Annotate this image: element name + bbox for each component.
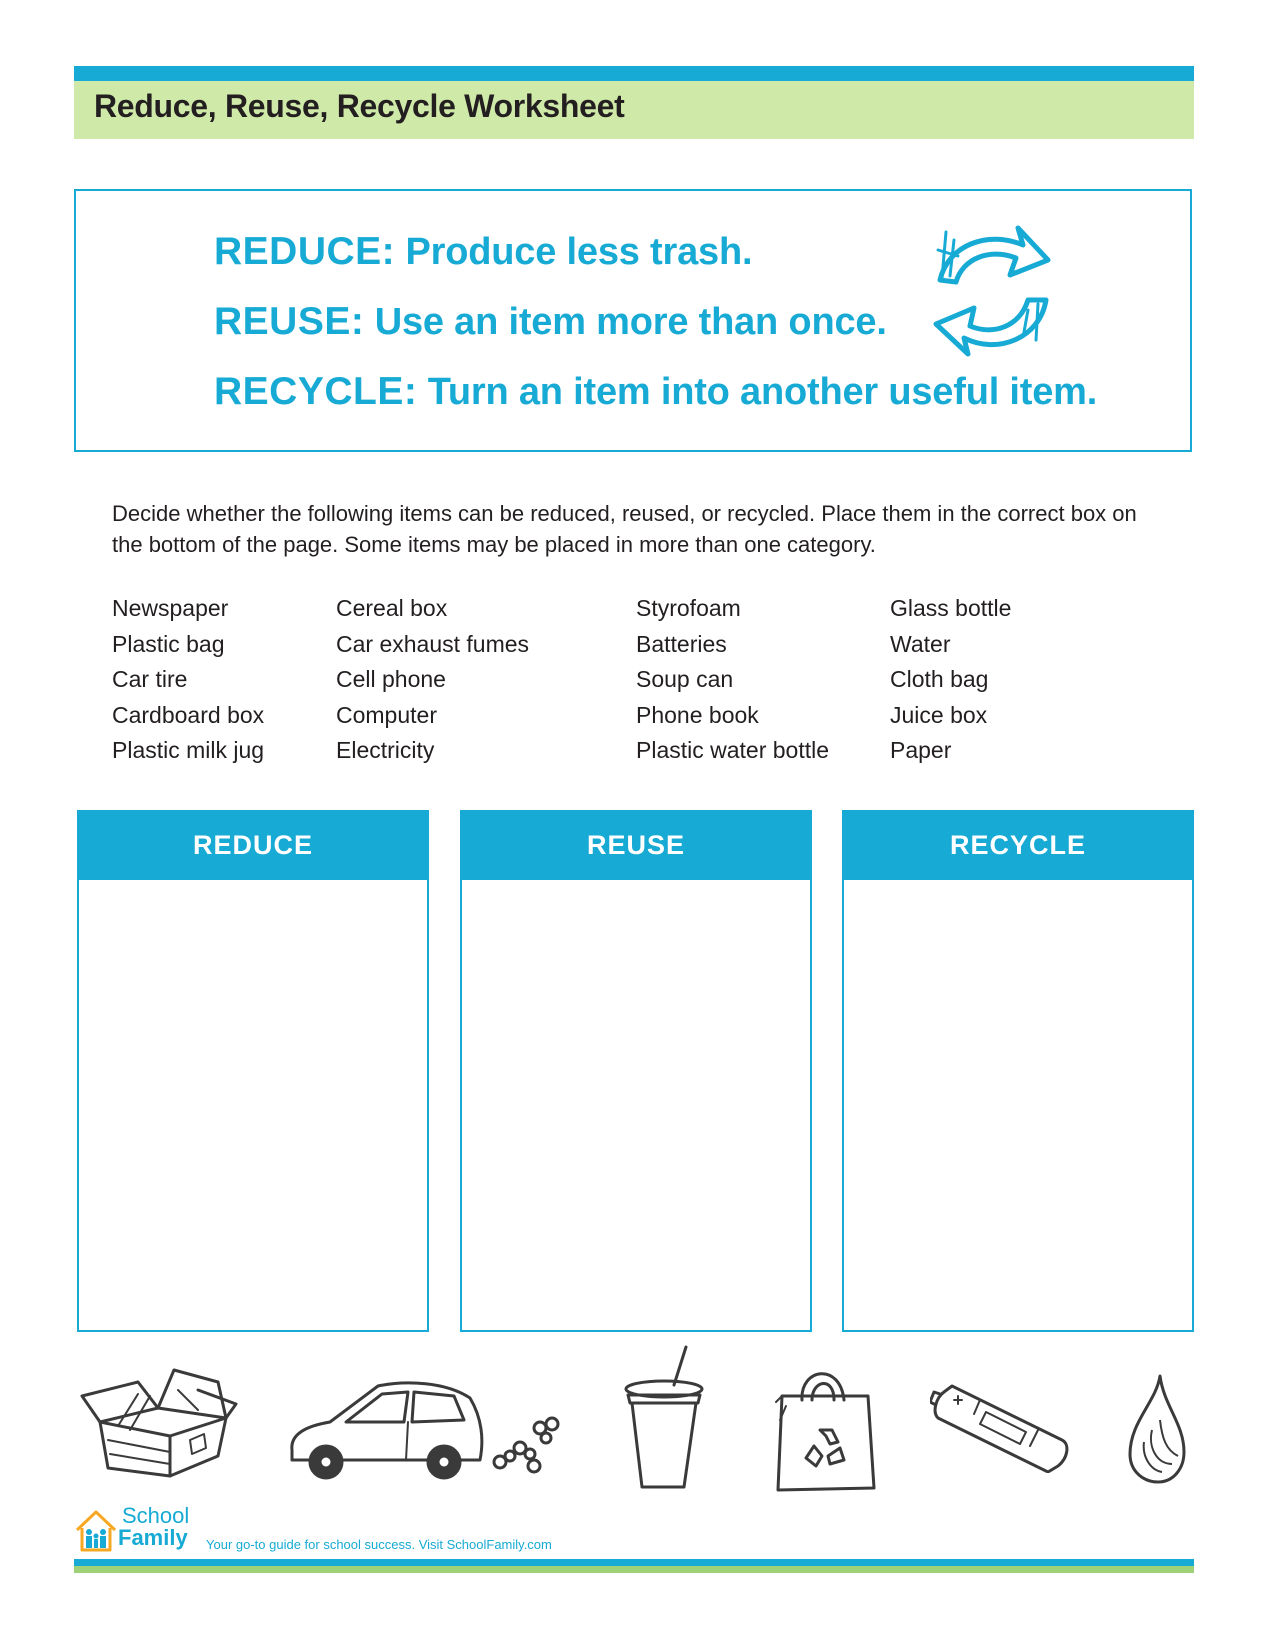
list-item: Cloth bag: [890, 666, 989, 692]
school-family-logo-icon: [74, 1508, 118, 1552]
definition-term: REDUCE:: [214, 230, 396, 273]
items-column-1: [112, 591, 264, 769]
items-column-4: [890, 591, 1011, 769]
definition-term: REUSE:: [214, 300, 365, 343]
page-title: Reduce, Reuse, Recycle Worksheet: [94, 88, 625, 124]
footer-rule-green: [74, 1566, 1194, 1573]
header-top-rule: [74, 66, 1194, 81]
logo-text-family: Family: [118, 1525, 188, 1550]
definition-text: Produce less trash.: [405, 231, 753, 273]
recycle-answer-box[interactable]: [842, 810, 1194, 1332]
definition-reduce: [214, 230, 752, 274]
list-item: Water: [890, 630, 951, 657]
list-item: Newspaper: [112, 595, 229, 621]
footer-rule-blue: [74, 1559, 1194, 1566]
list-item: Plastic water bottle: [636, 737, 830, 763]
list-item: Car exhaust fumes: [336, 630, 530, 657]
list-item: Phone book: [636, 701, 759, 728]
footer-tagline: Your go-to guide for school success. Visit SchoolFamily.com: [206, 1537, 552, 1552]
list-item: Paper: [890, 737, 952, 763]
reuse-box-header: REUSE: [460, 810, 812, 880]
recycle-arrows-icon: [928, 220, 1058, 360]
list-item: Soup can: [636, 666, 734, 692]
cardboard-box-icon: [78, 1360, 238, 1480]
battery-icon: [930, 1378, 1072, 1473]
list-item: Styrofoam: [636, 595, 741, 621]
definition-text: Use an item more than once.: [374, 301, 887, 343]
reuse-answer-box[interactable]: [460, 810, 812, 1332]
items-column-2: [336, 591, 529, 769]
list-item: Plastic bag: [112, 630, 225, 657]
definition-text: Turn an item into another useful item.: [427, 371, 1098, 413]
list-item: Cell phone: [336, 666, 446, 692]
exhaust-icon: [490, 1410, 570, 1475]
list-item: Electricity: [336, 737, 435, 763]
definition-reuse: [214, 300, 887, 344]
definition-recycle: [214, 370, 1097, 414]
recycle-bag-icon: [772, 1360, 877, 1495]
list-item: Cardboard box: [112, 701, 265, 728]
list-item: Juice box: [890, 701, 988, 728]
list-item: Glass bottle: [890, 595, 1012, 621]
car-icon: [286, 1378, 486, 1483]
list-item: Car tire: [112, 666, 188, 692]
items-column-3: [636, 591, 829, 769]
list-item: Cereal box: [336, 595, 448, 621]
list-item: Computer: [336, 701, 437, 728]
instructions-text: Decide whether the following items can be reduced, reused, or recycled. Place them in the correct box on the bottom of the page. Some items may be placed in more than one category.: [112, 501, 1137, 557]
list-item: Batteries: [636, 630, 727, 657]
water-drop-icon: [1126, 1372, 1188, 1487]
reduce-answer-box[interactable]: [77, 810, 429, 1332]
cup-icon: [620, 1345, 710, 1493]
logo-text-school: School: [122, 1503, 190, 1528]
recycle-box-header: RECYCLE: [842, 810, 1194, 880]
list-item: Plastic milk jug: [112, 737, 265, 763]
reduce-box-header: REDUCE: [77, 810, 429, 880]
definition-term: RECYCLE:: [214, 370, 418, 413]
